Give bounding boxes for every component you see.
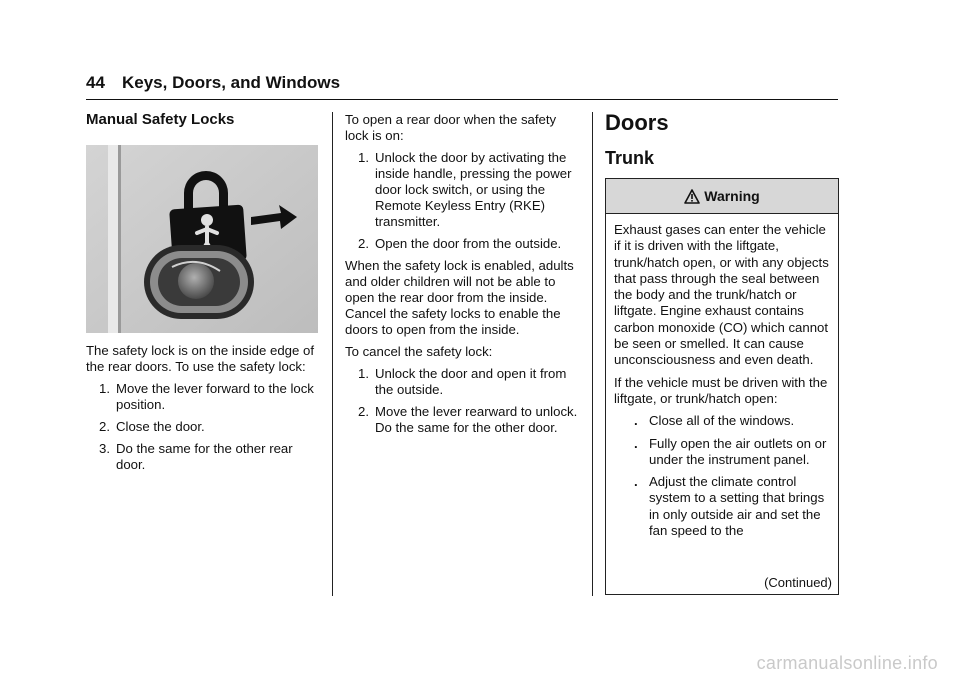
- list-item: 2. Close the door.: [99, 419, 205, 434]
- left-steps-list: [86, 381, 322, 473]
- page-header: [86, 73, 340, 93]
- list-item: 1. Unlock the door by activating the inside handle, pressing the power door lock switch, or using the Remote Keyless Entry (RKE) transmitter.: [358, 150, 572, 229]
- warning-header: [606, 179, 838, 214]
- warning-paragraph-2: If the vehicle must be driven with the liftgate, or trunk/hatch open:: [614, 374, 828, 406]
- left-column: [86, 112, 322, 479]
- list-item: . Adjust the climate control system to a setting that brings in only outside air and set the fan speed to the: [634, 474, 825, 539]
- list-item: 2. Open the door from the outside.: [358, 236, 562, 251]
- warning-bullet-list: [614, 413, 830, 539]
- warning-body: [606, 214, 838, 539]
- list-item: . Close all of the windows.: [634, 413, 795, 429]
- cancel-steps-list: [345, 366, 581, 436]
- list-item: 3. Do the same for the other rear door.: [99, 441, 293, 472]
- open-door-steps-list: [345, 150, 581, 252]
- safety-lock-figure: [86, 145, 318, 333]
- column-divider-2: [592, 112, 593, 596]
- list-item: . Fully open the air outlets on or under the instrument panel.: [634, 435, 827, 467]
- cancel-intro-text: To cancel the safety lock:: [345, 344, 493, 359]
- column-divider-1: [332, 112, 333, 596]
- list-item: 1. Unlock the door and open it from the outside.: [358, 366, 567, 397]
- middle-intro-text: To open a rear door when the safety lock is on:: [345, 112, 557, 143]
- section-heading-manual-safety-locks: Manual Safety Locks: [86, 111, 235, 128]
- lock-lever: [144, 245, 254, 319]
- continued-label: (Continued): [764, 575, 832, 590]
- warning-triangle-icon: [684, 189, 700, 204]
- safety-lock-illustration: [86, 145, 318, 333]
- list-item: 2. Move the lever rearward to unlock. Do the same for the other door.: [358, 404, 578, 435]
- chapter-title: Keys, Doors, and Windows: [122, 73, 341, 92]
- warning-box: [605, 178, 839, 595]
- middle-column: [345, 112, 581, 442]
- subsection-title-trunk: Trunk: [605, 148, 655, 168]
- watermark-text: carmanualsonline.info: [756, 653, 938, 673]
- section-title-doors: Doors: [605, 110, 669, 135]
- safety-lock-enabled-text: When the safety lock is enabled, adults and older children will not be able to open the rear door from the inside. Cancel the safety locks to enable the doors to open from the inside.: [345, 258, 574, 337]
- list-item: 1. Move the lever forward to the lock position.: [99, 381, 314, 412]
- warning-title: Warning: [704, 188, 760, 204]
- page-number: 44: [86, 73, 105, 92]
- left-intro-text: The safety lock is on the inside edge of the rear doors. To use the safety lock:: [86, 343, 314, 374]
- warning-paragraph-1: Exhaust gases can enter the vehicle if it is driven with the liftgate, trunk/hatch open, or with any objects that pass through the seal between the body and the trunk/hatch or liftgate. Engine exhaust contains carbon monoxide (CO) which cannot be seen or smelled. It can cause unconsciousness and even death.: [614, 222, 829, 368]
- header-rule: [86, 99, 838, 100]
